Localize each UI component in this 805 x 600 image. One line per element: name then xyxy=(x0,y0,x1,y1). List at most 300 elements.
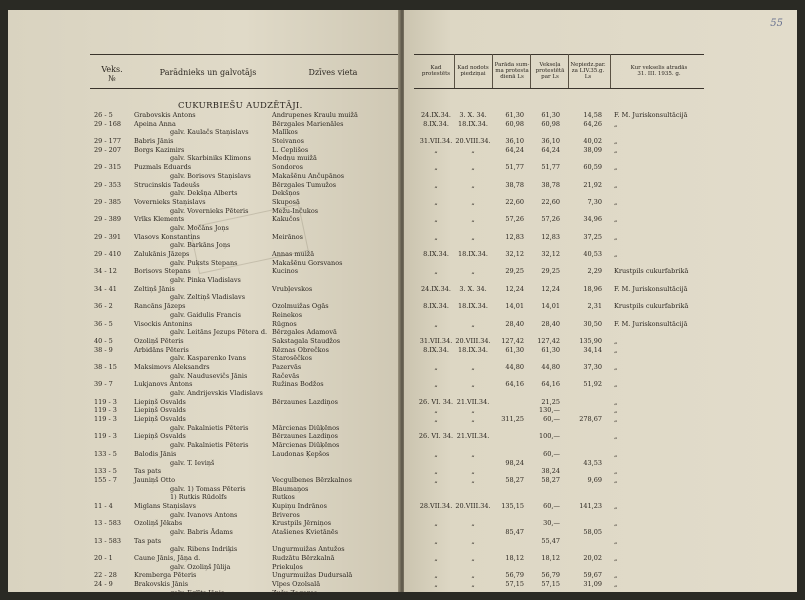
voucher-location: „ xyxy=(614,536,618,545)
protested-sum: 12,83 xyxy=(541,232,560,241)
guarantor-name: galv. Andrijevskis Vladislavs xyxy=(170,389,263,397)
residence: Skuposā xyxy=(272,197,300,206)
table-row xyxy=(8,172,400,181)
voucher-no: 29 - 168 xyxy=(94,119,122,128)
unrecovered-sum: 34,14 xyxy=(583,345,602,354)
debtor-name: Balodis Jānis xyxy=(134,449,177,458)
guarantor-name: galv. Babris Ādams xyxy=(170,528,233,536)
protest-date: „ xyxy=(434,554,438,563)
protested-sum: 57,26 xyxy=(541,215,560,224)
protest-date: „ xyxy=(434,232,438,241)
table-row xyxy=(404,224,797,233)
debt-sum: 64,24 xyxy=(505,145,524,154)
residence: Bērzgales Adamovā xyxy=(272,328,337,337)
enforcement-date: „ xyxy=(471,215,475,224)
table-row xyxy=(8,120,400,129)
enforcement-date: „ xyxy=(471,580,475,589)
protest-date: „ xyxy=(434,406,438,415)
residence: Blaumaņos xyxy=(272,484,309,493)
table-row xyxy=(404,354,797,363)
guarantor-name: galv. Pakalnietis Pēteris xyxy=(170,441,249,450)
table-row xyxy=(8,163,400,172)
debt-sum: 311,25 xyxy=(501,415,524,424)
voucher-location: „ xyxy=(614,362,618,371)
protested-sum: 61,30 xyxy=(541,345,560,354)
table-row xyxy=(404,554,797,563)
voucher-no: 11 - 4 xyxy=(94,501,113,510)
voucher-no: 38 - 9 xyxy=(94,345,113,354)
voucher-no: 40 - 5 xyxy=(94,336,113,345)
guarantor-name: galv. Dekšņa Alberts xyxy=(170,189,238,198)
debtor-name: Caune Jānis, Jāņa d. xyxy=(134,554,201,563)
residence: Bērzaunes Lazdiņos xyxy=(272,432,338,441)
table-row xyxy=(404,467,797,476)
debtor-name: Lukjanovs Antons xyxy=(134,380,193,389)
protested-sum: 51,77 xyxy=(541,163,560,172)
residence: Kucinos xyxy=(272,267,299,276)
enforcement-date: „ xyxy=(471,145,475,154)
guarantor-name: galv. Borisovs Staņislavs xyxy=(170,171,251,180)
table-row xyxy=(8,528,400,537)
residence: Sondoros xyxy=(272,163,303,172)
unrecovered-sum: 20,02 xyxy=(583,554,602,563)
voucher-no: 20 - 1 xyxy=(94,554,113,563)
table-row xyxy=(8,146,400,155)
voucher-location: „ xyxy=(614,580,618,589)
guarantor-name: galv. Gaidulis Francis xyxy=(170,310,241,319)
protest-date: 8.IX.34. xyxy=(423,119,449,128)
voucher-location: „ xyxy=(614,232,618,241)
table-row xyxy=(404,302,797,311)
voucher-location: Krustpils cukurfabrikā xyxy=(614,302,689,311)
debtor-name: Ozoliņš Pēteris xyxy=(134,336,184,345)
protested-sum: 38,78 xyxy=(541,180,560,189)
protest-date: 24.IX.34. xyxy=(421,284,451,293)
enforcement-date: „ xyxy=(471,197,475,206)
voucher-location: „ xyxy=(614,119,618,128)
voucher-location: „ xyxy=(614,406,618,415)
table-row xyxy=(404,276,797,285)
enforcement-date: „ xyxy=(471,380,475,389)
voucher-no: 133 - 5 xyxy=(94,467,117,476)
debt-sum: 36,10 xyxy=(505,137,524,146)
guarantor-name: galv. Ribens Indriķis xyxy=(170,545,238,554)
unrecovered-sum: 9,69 xyxy=(587,475,602,484)
unrecovered-sum: 60,59 xyxy=(583,163,602,172)
protest-date: „ xyxy=(434,145,438,154)
residence: Makašēnu Gorsvanos xyxy=(272,258,343,267)
protested-sum: 56,79 xyxy=(541,571,560,580)
unrecovered-sum: 21,92 xyxy=(583,180,602,189)
protest-date: 26. VI. 34. xyxy=(418,432,454,441)
residence: Annas muižā xyxy=(272,250,315,258)
residence: Atašienes Kvietānēs xyxy=(272,528,339,536)
voucher-location: „ xyxy=(614,145,618,154)
debt-sum: 14,01 xyxy=(505,302,524,311)
col-header-name: Parādnieks un galvotājs xyxy=(159,68,257,77)
table-row xyxy=(8,424,400,433)
right-table-body xyxy=(404,111,797,598)
voucher-no: 39 - 7 xyxy=(94,380,113,389)
table-row xyxy=(404,545,797,554)
guarantor-name: galv. T. Ieviņš xyxy=(170,458,215,467)
residence: Mārcienas Diūķēnos xyxy=(272,423,340,432)
unrecovered-sum: 51,92 xyxy=(583,380,602,389)
voucher-location: „ xyxy=(614,137,618,146)
enforcement-date: 20.VIII.34. xyxy=(455,137,491,146)
voucher-location: „ xyxy=(614,180,618,189)
voucher-location: „ xyxy=(614,163,618,172)
table-row xyxy=(404,476,797,485)
residence: L. Ceplišos xyxy=(272,145,309,154)
guarantor-name: galv. Pinka Vladislavs xyxy=(170,276,241,285)
col-header-where: Kur vekselis atradās 31. III. 1935. g. xyxy=(630,65,688,78)
enforcement-date: 20.VIII.34. xyxy=(455,336,491,345)
table-row xyxy=(404,181,797,190)
table-row xyxy=(404,128,797,137)
unrecovered-sum: 64,26 xyxy=(583,119,602,128)
table-row xyxy=(8,537,400,546)
protest-date: 8.IX.34. xyxy=(423,250,449,258)
table-row xyxy=(404,189,797,198)
debtor-name: Liepiņš Osvalds xyxy=(134,397,186,406)
residence: Briveros xyxy=(272,510,300,519)
residence: Sakstagala Staudžos xyxy=(272,336,341,345)
residence: Ružinas Bodžos xyxy=(272,380,324,389)
residence: Vecgulbenes Bērzkalnos xyxy=(272,475,352,484)
table-row xyxy=(404,311,797,320)
protested-sum: 28,40 xyxy=(541,319,560,328)
unrecovered-sum: 38,09 xyxy=(583,145,602,154)
voucher-location: „ xyxy=(614,467,618,476)
protested-sum: 64,16 xyxy=(541,380,560,389)
protested-sum: 64,24 xyxy=(541,145,560,154)
protested-sum: 38,24 xyxy=(541,467,560,476)
residence: Rēznas Obrečkos xyxy=(272,345,329,354)
residence: Kakučos xyxy=(272,215,300,224)
col-header-no: Veks. № xyxy=(101,65,123,83)
voucher-no: 119 - 3 xyxy=(94,415,117,424)
table-row xyxy=(404,163,797,172)
enforcement-date: 21.VII.34. xyxy=(456,397,490,406)
section-title: CUKURBIEŠU AUDZĒTĀJI. xyxy=(178,101,303,111)
table-row xyxy=(404,172,797,181)
residence: Steivanos xyxy=(272,137,304,146)
debt-sum: 28,40 xyxy=(505,319,524,328)
voucher-no: 13 - 583 xyxy=(94,519,122,528)
table-row xyxy=(8,293,400,302)
unrecovered-sum: 18,96 xyxy=(583,284,602,293)
voucher-location: F. M. Juriskonsultācijā xyxy=(614,111,688,119)
debtor-name: Zeltiņš Jānis xyxy=(134,284,175,293)
debt-sum: 12,83 xyxy=(505,232,524,241)
enforcement-date: 21.VII.34. xyxy=(456,432,490,441)
guarantor-name: galv. Ozoliņš Jūlija xyxy=(170,562,231,571)
debt-sum: 61,30 xyxy=(505,111,524,119)
table-row xyxy=(8,259,400,268)
table-row xyxy=(404,198,797,207)
table-row xyxy=(8,519,400,528)
protested-sum: 60,— xyxy=(543,415,560,424)
protested-sum: 18,12 xyxy=(541,554,560,563)
table-row xyxy=(8,363,400,372)
unrecovered-sum: 58,05 xyxy=(583,528,602,536)
enforcement-date: „ xyxy=(471,554,475,563)
unrecovered-sum: 2,31 xyxy=(587,302,602,311)
protest-date: „ xyxy=(434,319,438,328)
residence: Bērzaunes Lazdiņos xyxy=(272,397,338,406)
debt-sum: 29,25 xyxy=(505,267,524,276)
table-row xyxy=(8,493,400,502)
table-row xyxy=(404,120,797,129)
debtor-name: Borgs Kazimirs xyxy=(134,145,185,154)
col-divider xyxy=(492,54,493,88)
debt-sum: 38,78 xyxy=(505,180,524,189)
protested-sum: 60,— xyxy=(543,449,560,458)
residence: Vīpes Ozolsalā xyxy=(272,580,321,589)
voucher-no: 155 - 7 xyxy=(94,475,117,484)
r-header-top-rule xyxy=(414,54,704,55)
protest-date: 28.VII.34. xyxy=(419,501,453,510)
protested-sum: 127,42 xyxy=(537,336,560,345)
debtor-name: Apeina Anna xyxy=(134,119,176,128)
right-page xyxy=(404,10,797,592)
voucher-location: „ xyxy=(614,345,618,354)
voucher-no: 29 - 391 xyxy=(94,232,122,241)
voucher-no: 29 - 207 xyxy=(94,145,122,154)
protested-sum: 32,12 xyxy=(541,250,560,258)
debtor-name: Tas pats xyxy=(134,467,162,476)
enforcement-date: 18.IX.34. xyxy=(458,250,488,258)
debt-sum: 64,16 xyxy=(505,380,524,389)
residence: Medņu muižā xyxy=(272,154,317,163)
debtor-name: Kremberga Pēteris xyxy=(134,571,197,580)
left-page xyxy=(8,10,400,597)
unrecovered-sum: 43,53 xyxy=(583,458,602,467)
col-header-amt1: Parāda sum- ma protesta dienā Ls xyxy=(494,62,530,81)
protest-date: 8.IX.34. xyxy=(423,302,449,311)
table-row xyxy=(404,146,797,155)
table-row xyxy=(404,241,797,250)
col-divider xyxy=(454,54,455,88)
table-row xyxy=(8,137,400,146)
protest-date: „ xyxy=(434,475,438,484)
table-row xyxy=(8,415,400,424)
enforcement-date: 18.IX.34. xyxy=(458,302,488,311)
residence: Ozolmuižas Ogās xyxy=(272,302,329,311)
r-header-bottom-rule xyxy=(414,88,704,89)
debtor-name: Maksimovs Aleksandrs xyxy=(134,362,210,371)
protested-sum: 14,01 xyxy=(541,302,560,311)
voucher-location: „ xyxy=(614,432,618,441)
table-row xyxy=(8,502,400,511)
table-row xyxy=(8,580,400,589)
voucher-no: 22 - 28 xyxy=(94,571,117,580)
guarantor-name: galv. Egļīts Jānis xyxy=(170,588,225,597)
debtor-name: Babris Jānis xyxy=(134,137,174,146)
debtor-name: Strucinskis Tadeušs xyxy=(134,180,200,189)
guarantor-name: galv. Zeltiņš Vladislavs xyxy=(170,293,246,302)
table-row xyxy=(404,137,797,146)
protest-date: „ xyxy=(434,362,438,371)
table-row xyxy=(8,450,400,459)
table-row xyxy=(8,372,400,381)
debt-sum: 98,24 xyxy=(505,458,524,467)
table-row xyxy=(8,276,400,285)
debt-sum: 57,15 xyxy=(505,580,524,589)
protested-sum: 30,— xyxy=(543,519,560,528)
table-row xyxy=(404,328,797,337)
protest-date: 8.IX.34. xyxy=(423,345,449,354)
enforcement-date: „ xyxy=(471,571,475,580)
residence: Vrubļevskos xyxy=(272,284,313,293)
unrecovered-sum: 14,58 xyxy=(583,111,602,119)
table-row xyxy=(404,215,797,224)
table-row xyxy=(8,337,400,346)
protest-date: „ xyxy=(434,163,438,172)
table-row xyxy=(404,415,797,424)
debtor-name: Zalukānis Jāzeps xyxy=(134,250,190,258)
residence: Dekšņos xyxy=(272,189,300,198)
unrecovered-sum: 37,30 xyxy=(583,362,602,371)
table-row xyxy=(8,459,400,468)
col-header-amt2: Vekseļa protestētā par Ls xyxy=(535,62,565,81)
protest-date: „ xyxy=(434,449,438,458)
enforcement-date: 18.IX.34. xyxy=(458,119,488,128)
voucher-no: 34 - 41 xyxy=(94,284,117,293)
debt-sum: 127,42 xyxy=(501,336,524,345)
table-row xyxy=(8,233,400,242)
debt-sum: 58,27 xyxy=(505,475,524,484)
table-row xyxy=(404,398,797,407)
debtor-name: Miglans Staņislavs xyxy=(134,501,196,510)
protested-sum: 55,47 xyxy=(541,536,560,545)
protested-sum: 58,27 xyxy=(541,475,560,484)
unrecovered-sum: 37,25 xyxy=(583,232,602,241)
unrecovered-sum: 31,09 xyxy=(583,580,602,589)
table-row xyxy=(8,267,400,276)
table-row xyxy=(8,485,400,494)
residence: Reinekos xyxy=(272,310,303,319)
table-row xyxy=(404,207,797,216)
protest-date: 31.VII.34. xyxy=(419,137,453,146)
residence: Meirānos xyxy=(272,232,303,241)
table-row xyxy=(404,111,797,120)
header-bottom-rule xyxy=(90,88,400,89)
col-header-date2: Kad nodots piedziņai xyxy=(457,65,489,78)
table-row xyxy=(404,424,797,433)
debtor-name: Ozoliņš Jēkabs xyxy=(134,519,183,528)
enforcement-date: 3. X. 34. xyxy=(459,111,487,119)
guarantor-name: galv. Pakalnietis Pēteris xyxy=(170,423,249,432)
enforcement-date: „ xyxy=(471,449,475,458)
guarantor-name: galv. Naudusevičs Jānis xyxy=(170,371,248,380)
debt-sum: 32,12 xyxy=(505,250,524,258)
table-row xyxy=(8,128,400,137)
debt-sum: 85,47 xyxy=(505,528,524,536)
guarantor-name: galv. Kaulačs Staņislavs xyxy=(170,128,249,137)
enforcement-date: 18.IX.34. xyxy=(458,345,488,354)
voucher-location: „ xyxy=(614,449,618,458)
protest-date: „ xyxy=(434,197,438,206)
debtor-name: Liepiņš Osvalds xyxy=(134,406,186,415)
guarantor-name: galv. Vovernieks Pēteris xyxy=(170,206,249,215)
enforcement-date: „ xyxy=(471,319,475,328)
table-row xyxy=(404,493,797,502)
col-header-place: Dzīves vieta xyxy=(308,68,358,77)
table-row xyxy=(8,389,400,398)
unrecovered-sum: 141,23 xyxy=(579,501,602,510)
unrecovered-sum: 278,67 xyxy=(579,415,602,424)
table-row xyxy=(8,241,400,250)
voucher-no: 38 - 15 xyxy=(94,362,117,371)
guarantor-name: 1) Rutkis Rūdolfs xyxy=(170,493,227,502)
table-row xyxy=(404,389,797,398)
table-row xyxy=(8,181,400,190)
protested-sum: 36,10 xyxy=(541,137,560,146)
residence: Makašēnu Ančupānos xyxy=(272,171,345,180)
unrecovered-sum: 7,30 xyxy=(587,197,602,206)
table-row xyxy=(404,563,797,572)
table-row xyxy=(404,432,797,441)
table-row xyxy=(404,519,797,528)
voucher-no: 29 - 177 xyxy=(94,137,122,146)
unrecovered-sum: 59,67 xyxy=(583,571,602,580)
unrecovered-sum: 34,96 xyxy=(583,215,602,224)
unrecovered-sum: 40,02 xyxy=(583,137,602,146)
enforcement-date: „ xyxy=(471,406,475,415)
voucher-no: 29 - 315 xyxy=(94,163,122,172)
guarantor-name: galv. Skarbiniks Klimons xyxy=(170,154,251,163)
protest-date: „ xyxy=(434,215,438,224)
table-row xyxy=(8,154,400,163)
voucher-no: 119 - 3 xyxy=(94,397,117,406)
debtor-name: Vlasovs Konstantins xyxy=(134,232,200,241)
protest-date: „ xyxy=(434,267,438,276)
table-row xyxy=(404,380,797,389)
debt-sum: 44,80 xyxy=(505,362,524,371)
protested-sum: 60,— xyxy=(543,501,560,510)
residence: Rutkos xyxy=(272,493,295,502)
page-number: 55 xyxy=(770,18,783,29)
enforcement-date: „ xyxy=(471,232,475,241)
table-row xyxy=(404,259,797,268)
table-row xyxy=(8,467,400,476)
table-row xyxy=(404,346,797,355)
voucher-no: 26 - 5 xyxy=(94,111,113,119)
residence: Starosēčkos xyxy=(272,354,312,363)
protest-date: „ xyxy=(434,180,438,189)
residence: Bērzgales Tumužos xyxy=(272,180,337,189)
table-row xyxy=(404,320,797,329)
voucher-location: „ xyxy=(614,519,618,528)
debt-sum: 60,98 xyxy=(505,119,524,128)
col-header-amt3: Nepiedz.par. za LIV.35.g. Ls xyxy=(570,62,606,81)
debt-sum: 57,26 xyxy=(505,215,524,224)
protested-sum: 130,— xyxy=(539,406,560,415)
enforcement-date: „ xyxy=(471,467,475,476)
protested-sum: 44,80 xyxy=(541,362,560,371)
table-row xyxy=(8,207,400,216)
residence: Zušu-Zagaros xyxy=(272,588,318,597)
protested-sum: 29,25 xyxy=(541,267,560,276)
guarantor-name: galv. Močāns Joņs xyxy=(170,223,229,232)
debtor-name: Liepiņš Osvalds xyxy=(134,432,186,441)
header-top-rule xyxy=(90,54,400,55)
debt-sum: 12,24 xyxy=(505,284,524,293)
table-row xyxy=(404,485,797,494)
protest-date: 31.VII.34. xyxy=(419,336,453,345)
